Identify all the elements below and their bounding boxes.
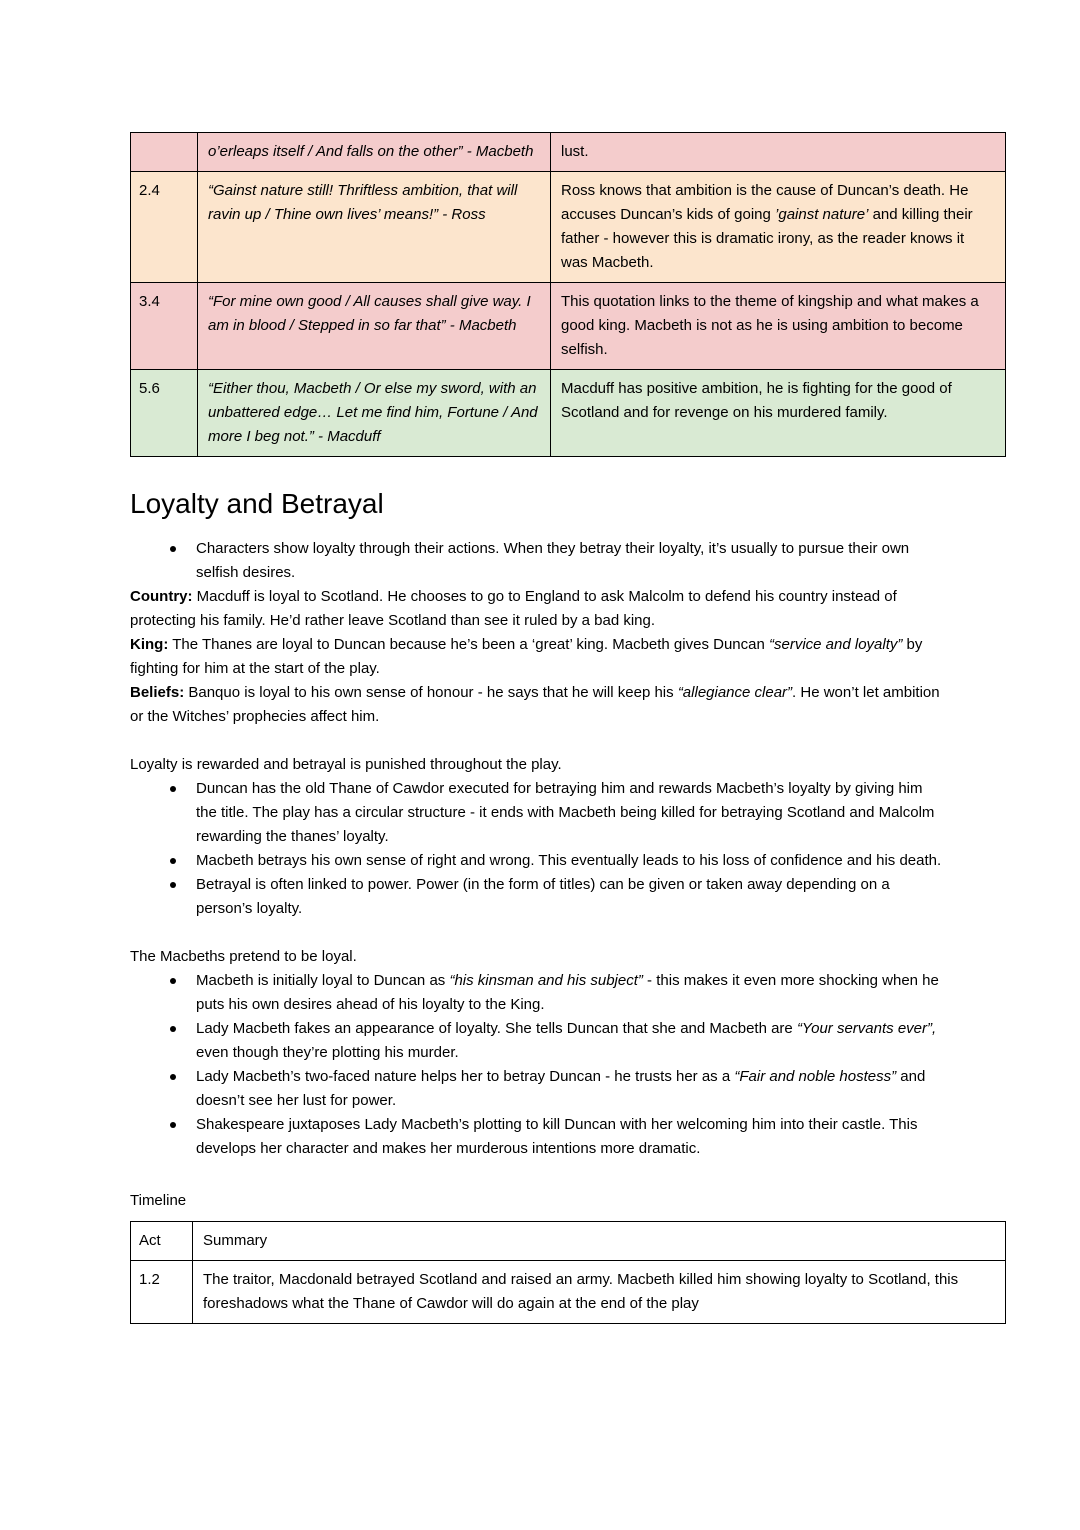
country-paragraph: Country: Macduff is loyal to Scotland. He chooses to go to England to ask Malcolm to defend his country instead of protecting his family. He’d rather leave Scotland than see it ruled by a bad king. (130, 588, 897, 629)
beliefs-paragraph: Beliefs: Banquo is loyal to his own sense of honour - he says that he will keep his “allegiance clear”. He won’t let ambition or the Witches’ prophecies affect him. (130, 684, 940, 725)
quote-table-row (131, 370, 1006, 457)
act-cell: 3.4 (131, 283, 198, 370)
macbeths-pretend-line: The Macbeths pretend to be loyal. (130, 948, 357, 965)
timeline-row (131, 1261, 1006, 1324)
timeline-header-act: Act (131, 1222, 193, 1261)
timeline-act-cell: 1.2 (131, 1261, 193, 1324)
act-cell: 2.4 (131, 172, 198, 283)
blank-line (130, 729, 1005, 753)
analysis-cell: Macduff has positive ambition, he is fighting for the good of Scotland and for revenge on his murdered family. (551, 370, 1006, 457)
intro-bullet-list (130, 537, 945, 585)
quote-analysis-table (130, 132, 1006, 457)
act-cell (131, 133, 198, 172)
timeline-header-row (131, 1222, 1006, 1261)
timeline-header-summary: Summary (193, 1222, 1006, 1261)
act-cell: 5.6 (131, 370, 198, 457)
section-heading: Loyalty and Betrayal (130, 488, 384, 519)
quote-cell: “For mine own good / All causes shall give way. I am in blood / Stepped in so far that” - Macbeth (198, 283, 551, 370)
bullet-item: Macbeth is initially loyal to Duncan as “his kinsman and his subject” - this makes it even more shocking when he puts his own desires ahead of his loyalty to the King. (130, 969, 945, 1017)
timeline-summary-cell: The traitor, Macdonald betrayed Scotland and raised an army. Macbeth killed him showing loyalty to Scotland, this foreshadows what the Thane of Cawdor will do again at the end of the play (193, 1261, 1006, 1324)
pretend-bullet-list (130, 969, 945, 1161)
bullet-item: Lady Macbeth’s two-faced nature helps her to betray Duncan - he trusts her as a “Fair and noble hostess” and doesn’t see her lust for power. (130, 1065, 945, 1113)
quote-cell: “Gainst nature still! Thriftless ambition, that will ravin up / Thine own lives’ means!” - Ross (198, 172, 551, 283)
timeline-label: Timeline (130, 1192, 187, 1209)
bullet-item: Duncan has the old Thane of Cawdor executed for betraying him and rewards Macbeth’s loyalty by giving him the title. The play has a circular structure - it ends with Macbeth being killed for betraying Scotland and Malcolm rewarding the thanes’ loyalty. (130, 777, 945, 849)
quote-table-row (131, 283, 1006, 370)
reward-bullet-list (130, 777, 945, 921)
analysis-cell: Ross knows that ambition is the cause of Duncan’s death. He accuses Duncan’s kids of going ’gainst nature’ and killing their father - however this is dramatic irony, as the reader knows it was Macbeth. (551, 172, 1006, 283)
bullet-item: Lady Macbeth fakes an appearance of loyalty. She tells Duncan that she and Macbeth are “Your servants ever”, even though they’re plotting his murder. (130, 1017, 945, 1065)
blank-line (130, 921, 1005, 945)
gap (130, 1213, 1005, 1221)
blank-line (130, 1161, 1005, 1189)
king-paragraph: King: The Thanes are loyal to Duncan because he’s been a ‘great’ king. Macbeth gives Duncan “service and loyalty” by fighting for him at the start of the play. (130, 636, 923, 677)
bullet-item: Characters show loyalty through their actions. When they betray their loyalty, it’s usually to pursue their own selfish desires. (130, 537, 945, 585)
bullet-item: Betrayal is often linked to power. Power (in the form of titles) can be given or taken away depending on a person’s loyalty. (130, 873, 945, 921)
loyalty-rewarded-line: Loyalty is rewarded and betrayal is punished throughout the play. (130, 756, 562, 773)
quote-cell: o’erleaps itself / And falls on the other” - Macbeth (198, 133, 551, 172)
bullet-item: Macbeth betrays his own sense of right and wrong. This eventually leads to his loss of confidence and his death. (130, 849, 945, 873)
bullet-item: Shakespeare juxtaposes Lady Macbeth’s plotting to kill Duncan with her welcoming him into their castle. This develops her character and makes her murderous intentions more dramatic. (130, 1113, 945, 1161)
analysis-cell: This quotation links to the theme of kingship and what makes a good king. Macbeth is not as he is using ambition to become selfish. (551, 283, 1006, 370)
quote-cell: “Either thou, Macbeth / Or else my sword, with an unbattered edge… Let me find him, Fortune / And more I beg not.” - Macduff (198, 370, 551, 457)
quote-table-row (131, 133, 1006, 172)
quote-table-row (131, 172, 1006, 283)
analysis-cell: lust. (551, 133, 1006, 172)
timeline-table (130, 1221, 1006, 1324)
